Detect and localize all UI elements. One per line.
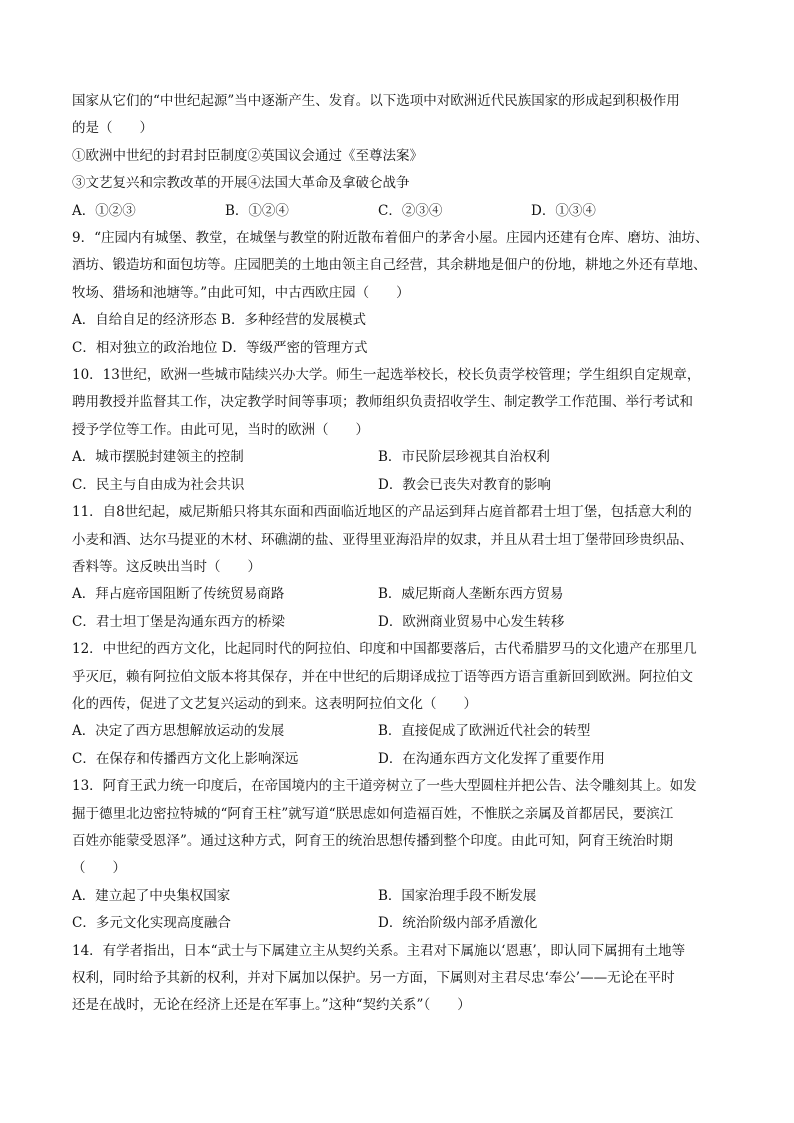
answer-options-row: [72, 581, 732, 608]
option-b[interactable]: B．国家治理手段不断发展: [378, 887, 537, 904]
answer-options: [72, 198, 732, 225]
answer-options-row: [72, 444, 732, 471]
option-a[interactable]: A．拜占庭帝国阻断了传统贸易商路: [72, 586, 285, 603]
answer-options-row: [72, 609, 732, 636]
option-pair-cd[interactable]: C．相对独立的政治地位 D．等级严密的管理方式: [72, 339, 368, 356]
option-a[interactable]: A．城市摆脱封建领主的控制: [72, 449, 244, 466]
question-14: [72, 938, 732, 1020]
option-c[interactable]: C．民主与自由成为社会共识: [72, 476, 245, 493]
question-stem-line: 国家从它们的“中世纪起源”当中逐渐产生、发育。以下选项中对欧洲近代民族国家的形成起到积极作用: [72, 93, 680, 109]
question-stem-line: 酒坊、锻造坊和面包坊等。庄园肥美的土地由领主自己经营，其余耕地是佃户的份地，耕地之外还有草地、: [72, 257, 707, 274]
question-stem-line: 香料等。这反映出当时（ ）: [72, 558, 261, 575]
question-12: [72, 636, 732, 773]
question-stem-line: 10．13世纪，欧洲一些城市陆续兴办大学。师生一起选举校长，校长负责学校管理；学生组织自定规章，: [72, 367, 701, 384]
option-pair-ab[interactable]: A．自给自足的经济形态 B．多种经营的发展模式: [72, 312, 366, 329]
question-item: ③文艺复兴和宗教改革的开展④法国大革命及拿破仑战争: [72, 175, 410, 192]
option-b[interactable]: B．直接促成了欧洲近代社会的转型: [378, 723, 591, 740]
answer-options-row: [72, 718, 732, 745]
question-stem-line: 乎灭厄，赖有阿拉伯文版本将其保存，并在中世纪的后期译成拉丁语等西方语言重新回到欧洲。阿拉伯文: [72, 668, 693, 685]
option-c[interactable]: C．在保存和传播西方文化上影响深远: [72, 750, 299, 767]
question-stem-line: 聘用教授并监督其工作，决定教学时间等事项；教师组织负责招收学生、制定教学工作范围、举行考试和: [72, 394, 693, 411]
option-c[interactable]: C．多元文化实现高度融合: [72, 915, 231, 932]
question-stem-line: 9．“庄园内有城堡、教堂，在城堡与教堂的附近散布着佃户的茅舍小屋。庄园内还建有仓库、磨坊、油坊、: [72, 230, 709, 247]
question-stem-line: 权利，同时给予其新的权利，并对下属加以保护。另一方面，下属则对主君尽忠‘奉公’——无论在平时: [72, 970, 675, 986]
option-b[interactable]: B．威尼斯商人垄断东西方贸易: [378, 586, 564, 603]
option-a[interactable]: A．决定了西方思想解放运动的发展: [72, 723, 285, 740]
question-10: [72, 362, 732, 499]
question-stem-line: 还是在战时，无论在经济上还是在军事上。”这种“契约关系”（ ）: [72, 997, 471, 1014]
question-stem-line: 化的西传，促进了文艺复兴运动的到来。这表明阿拉伯文化（ ）: [72, 695, 477, 712]
question-stem-line: 百姓亦能蒙受恩泽”。通过这种方式，阿育王的统治思想传播到整个印度。由此可知，阿育王统治时期: [72, 832, 673, 849]
question-9: [72, 225, 732, 362]
answer-options-row: [72, 883, 732, 910]
option-d[interactable]: D．教会已丧失对教育的影响: [378, 476, 551, 493]
question-stem-line: 牧场、猎场和池塘等。”由此可知，中古西欧庄园（ ）: [72, 284, 410, 301]
question-stem-line: 14．有学者指出，日本“武士与下属建立主从契约关系。主君对下属施以‘恩惠’，即认同下属拥有土地等: [72, 942, 686, 959]
question-8: [72, 88, 732, 225]
answer-options-row: [72, 910, 732, 937]
answer-options-row: [72, 472, 732, 499]
question-item: ①欧洲中世纪的封君封臣制度②英国议会通过《至尊法案》: [72, 147, 423, 164]
question-stem-line: 12．中世纪的西方文化，比起同时代的阿拉伯、印度和中国都要落后，古代希腊罗马的文化遗产在那里几: [72, 641, 697, 658]
question-13: [72, 773, 732, 937]
question-stem-line: 掘于德里北边密拉特城的“阿育王柱”就写道“朕思虑如何造福百姓，不惟朕之亲属及首都居民，要滨江: [72, 805, 674, 822]
option-b[interactable]: B．①②④: [225, 202, 289, 219]
question-stem-line: 小麦和酒、达尔马提亚的木材、环礁湖的盐、亚得里亚海沿岸的奴隶，并且从君士坦丁堡带回珍贵织品、: [72, 531, 693, 548]
option-d[interactable]: D．欧洲商业贸易中心发生转移: [378, 613, 565, 630]
question-stem-line: （ ）: [72, 860, 126, 877]
question-11: [72, 499, 732, 636]
question-stem-line: 11．自8世纪起，威尼斯船只将其东面和西面临近地区的产品运到拜占庭首都君士坦丁堡，包括意大利的: [72, 504, 692, 521]
option-d[interactable]: D．①③④: [531, 202, 596, 219]
option-a[interactable]: A．建立起了中央集权国家: [72, 887, 231, 904]
answer-options-row: [72, 746, 732, 773]
option-a[interactable]: A．①②③: [72, 202, 136, 219]
question-stem-line: 的是（ ）: [72, 120, 153, 137]
exam-page: [72, 88, 732, 1020]
option-c[interactable]: C．君士坦丁堡是沟通东西方的桥梁: [72, 613, 285, 630]
option-d[interactable]: D．统治阶级内部矛盾激化: [378, 915, 538, 932]
question-stem-line: 授予学位等工作。由此可见，当时的欧洲（ ）: [72, 421, 369, 438]
option-d[interactable]: D．在沟通东西方文化发挥了重要作用: [378, 750, 605, 767]
option-b[interactable]: B．市民阶层珍视其自治权利: [378, 449, 550, 466]
option-c[interactable]: C．②③④: [378, 202, 443, 219]
question-stem-line: 13．阿育王武力统一印度后，在帝国境内的主干道旁树立了一些大型圆柱并把公告、法令雕刻其上。如发: [72, 778, 697, 795]
